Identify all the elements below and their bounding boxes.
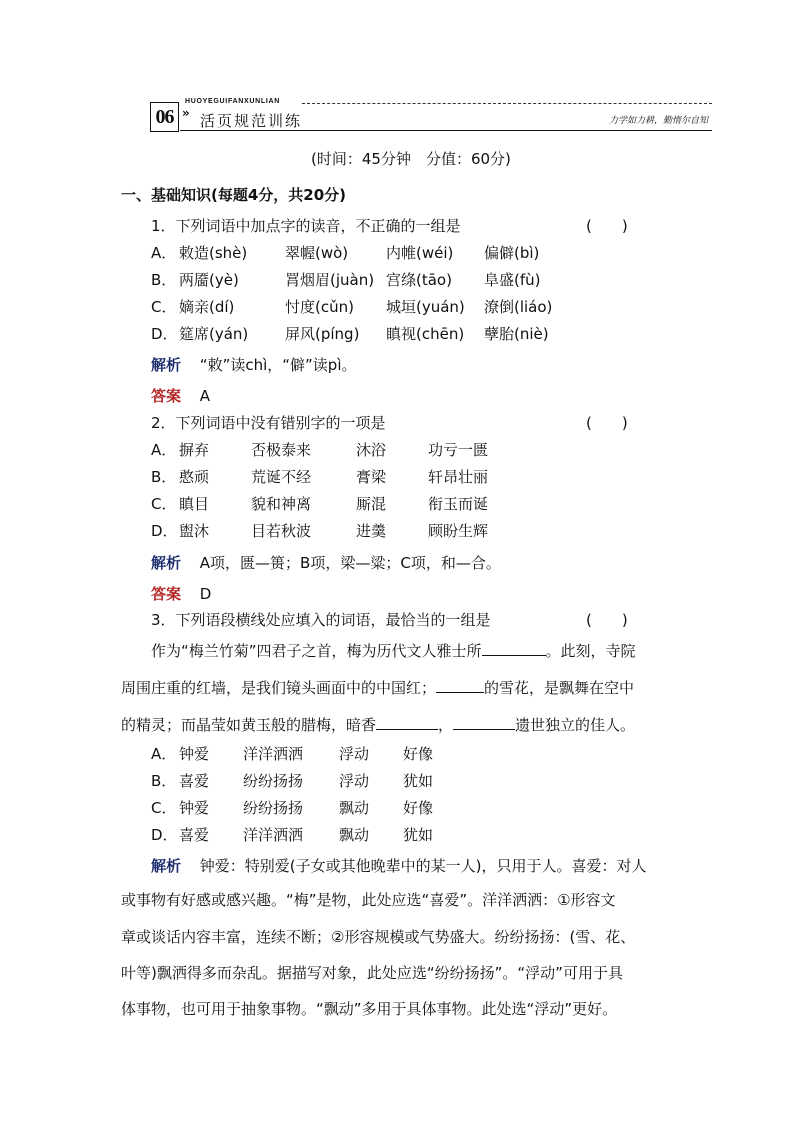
- option-item: 目若秋波: [251, 522, 312, 540]
- question-1-stem: 1．下列词语中加点字的读音，不正确的一组是: [151, 217, 461, 235]
- passage-line: [121, 677, 634, 698]
- passage-line: [121, 714, 635, 735]
- option-item: 好像: [403, 799, 434, 817]
- option-item: 城垣(yuán): [386, 298, 465, 316]
- question-3-answer-slot: ( ): [586, 611, 628, 629]
- page-header: [150, 100, 712, 132]
- option-item: 犹如: [403, 772, 434, 790]
- option-item: 纷纷扬扬: [243, 799, 304, 817]
- option-letter: C．: [151, 799, 177, 817]
- question-3-stem: 3．下列语段横线处应填入的词语，最恰当的一组是: [151, 611, 491, 629]
- option-letter: B．: [151, 271, 177, 289]
- analysis-text: 叶等)飘洒得多而杂乱。据描写对象，此处应选“纷纷扬扬”。“浮动”可用于具: [121, 964, 623, 982]
- option-item: 忖度(cǔn): [285, 298, 354, 316]
- header-dashed-divider: [302, 103, 712, 104]
- option-item: 功亏一匮: [428, 441, 489, 459]
- passage-text: 遗世独立的佳人。: [515, 716, 636, 734]
- fill-blank: [482, 641, 546, 656]
- option-item: 内帷(wéi): [386, 244, 454, 262]
- option-item: 宫绦(tāo): [386, 271, 452, 289]
- analysis-text: 钟爱：特别爱(子女或其他晚辈中的某一人)，只用于人。喜爱：对人: [199, 857, 647, 875]
- option-item: 荒诞不经: [251, 468, 312, 486]
- option-item: 嫡亲(dí): [179, 298, 235, 316]
- question-2-analysis: [151, 552, 501, 573]
- option-item: 犹如: [403, 826, 434, 844]
- header-motto: 力学如力耕，勤惰尔自知: [608, 116, 708, 126]
- analysis-text: 或事物有好感或感兴趣。“梅”是物，此处应选“喜爱”。洋洋洒洒：①形容文: [121, 891, 616, 909]
- analysis-label: 解析: [151, 857, 182, 875]
- option-item: 浮动: [339, 745, 370, 763]
- option-item: 钟爱: [179, 799, 210, 817]
- analysis-text: 体事物，也可用于抽象事物。“飘动”多用于具体事物。此处选“浮动”更好。: [121, 1000, 618, 1018]
- double-chevron-icon: »: [182, 106, 190, 120]
- option-item: 膏梁: [356, 468, 387, 486]
- question-2-stem: 2．下列词语中没有错别字的一项是: [151, 414, 386, 432]
- header-pinyin: HUOYEGUIFANXUNLIAN: [185, 98, 281, 105]
- option-letter: A．: [151, 441, 177, 459]
- option-item: 筵席(yán): [179, 325, 249, 343]
- option-item: 罥烟眉(juàn): [285, 271, 375, 289]
- option-item: 喜爱: [179, 772, 210, 790]
- option-item: 阜盛(fù): [484, 271, 541, 289]
- answer-label: 答案: [151, 585, 182, 603]
- question-1-answer-slot: ( ): [586, 217, 628, 235]
- option-item: 瞋视(chēn): [386, 325, 465, 343]
- exam-info: (时间：45分钟 分值：60分): [311, 150, 511, 168]
- analysis-text: “敕”读chì，“僻”读pì。: [199, 356, 357, 374]
- question-2-answer: [151, 583, 211, 604]
- passage-text: 周围庄重的红墙，是我们镜头画面中的中国红；: [121, 679, 437, 697]
- answer-label: 答案: [151, 387, 182, 405]
- option-item: 潦倒(liáo): [484, 298, 553, 316]
- question-1-answer: [151, 385, 210, 406]
- option-item: 衔玉而诞: [428, 495, 489, 513]
- option-item: 屏风(píng): [285, 325, 360, 343]
- passage-text: ，: [438, 716, 454, 734]
- option-item: 飘动: [339, 799, 370, 817]
- header-title: 活页规范训练: [200, 112, 303, 130]
- option-item: 好像: [403, 745, 434, 763]
- option-item: 洋洋洒洒: [243, 745, 304, 763]
- option-item: 喜爱: [179, 826, 210, 844]
- option-item: 偏僻(bì): [484, 244, 540, 262]
- option-item: 敕造(shè): [179, 244, 248, 262]
- option-letter: C．: [151, 495, 177, 513]
- option-letter: C．: [151, 298, 177, 316]
- option-item: 貌和神离: [251, 495, 312, 513]
- answer-value: A: [199, 387, 211, 405]
- section-number-badge: 06: [150, 102, 179, 132]
- question-2-answer-slot: ( ): [586, 414, 628, 432]
- answer-value: D: [199, 585, 212, 603]
- analysis-label: 解析: [151, 554, 182, 572]
- section-title: 一、基础知识(每题4分，共20分): [121, 186, 347, 204]
- option-item: 浮动: [339, 772, 370, 790]
- analysis-text: 章或谈话内容丰富，连续不断；②形容规模或气势盛大。纷纷扬扬：(雪、花、: [121, 928, 636, 946]
- option-item: 翠幄(wò): [285, 244, 349, 262]
- fill-blank: [453, 715, 515, 730]
- passage-text: 的雪花，是飘舞在空中: [484, 679, 635, 697]
- header-rule: [180, 130, 712, 131]
- option-letter: D．: [151, 325, 178, 343]
- option-item: 纷纷扬扬: [243, 772, 304, 790]
- option-item: 盥沐: [179, 522, 210, 540]
- analysis-text: A项，匮—篑；B项，梁—粱；C项，和—合。: [199, 554, 501, 572]
- passage-text: 作为“梅兰竹菊”四君子之首，梅为历代文人雅士所: [151, 642, 482, 660]
- option-item: 两靥(yè): [179, 271, 239, 289]
- option-item: 摒弃: [179, 441, 210, 459]
- option-item: 钟爱: [179, 745, 210, 763]
- option-letter: B．: [151, 772, 177, 790]
- option-item: 否极泰来: [251, 441, 312, 459]
- passage-text: 的精灵；而晶莹如黄玉般的腊梅，暗香: [121, 716, 377, 734]
- analysis-label: 解析: [151, 356, 182, 374]
- option-item: 轩昂壮丽: [428, 468, 489, 486]
- passage-text: 。此刻，寺院: [545, 642, 636, 660]
- fill-blank: [376, 715, 438, 730]
- option-item: 顾盼生辉: [428, 522, 489, 540]
- option-letter: B．: [151, 468, 177, 486]
- option-item: 洋洋洒洒: [243, 826, 304, 844]
- question-1-analysis: [151, 354, 357, 375]
- fill-blank: [436, 678, 484, 693]
- option-letter: D．: [151, 826, 178, 844]
- option-item: 瞋目: [179, 495, 210, 513]
- option-item: 孽胎(niè): [484, 325, 549, 343]
- option-letter: A．: [151, 745, 177, 763]
- option-item: 沐浴: [356, 441, 387, 459]
- question-3-analysis-first-line: [151, 855, 647, 876]
- option-item: 憨顽: [179, 468, 210, 486]
- option-letter: D．: [151, 522, 178, 540]
- passage-line: [151, 640, 636, 661]
- option-item: 进羹: [356, 522, 387, 540]
- option-item: 厮混: [356, 495, 387, 513]
- option-letter: A．: [151, 244, 177, 262]
- option-item: 飘动: [339, 826, 370, 844]
